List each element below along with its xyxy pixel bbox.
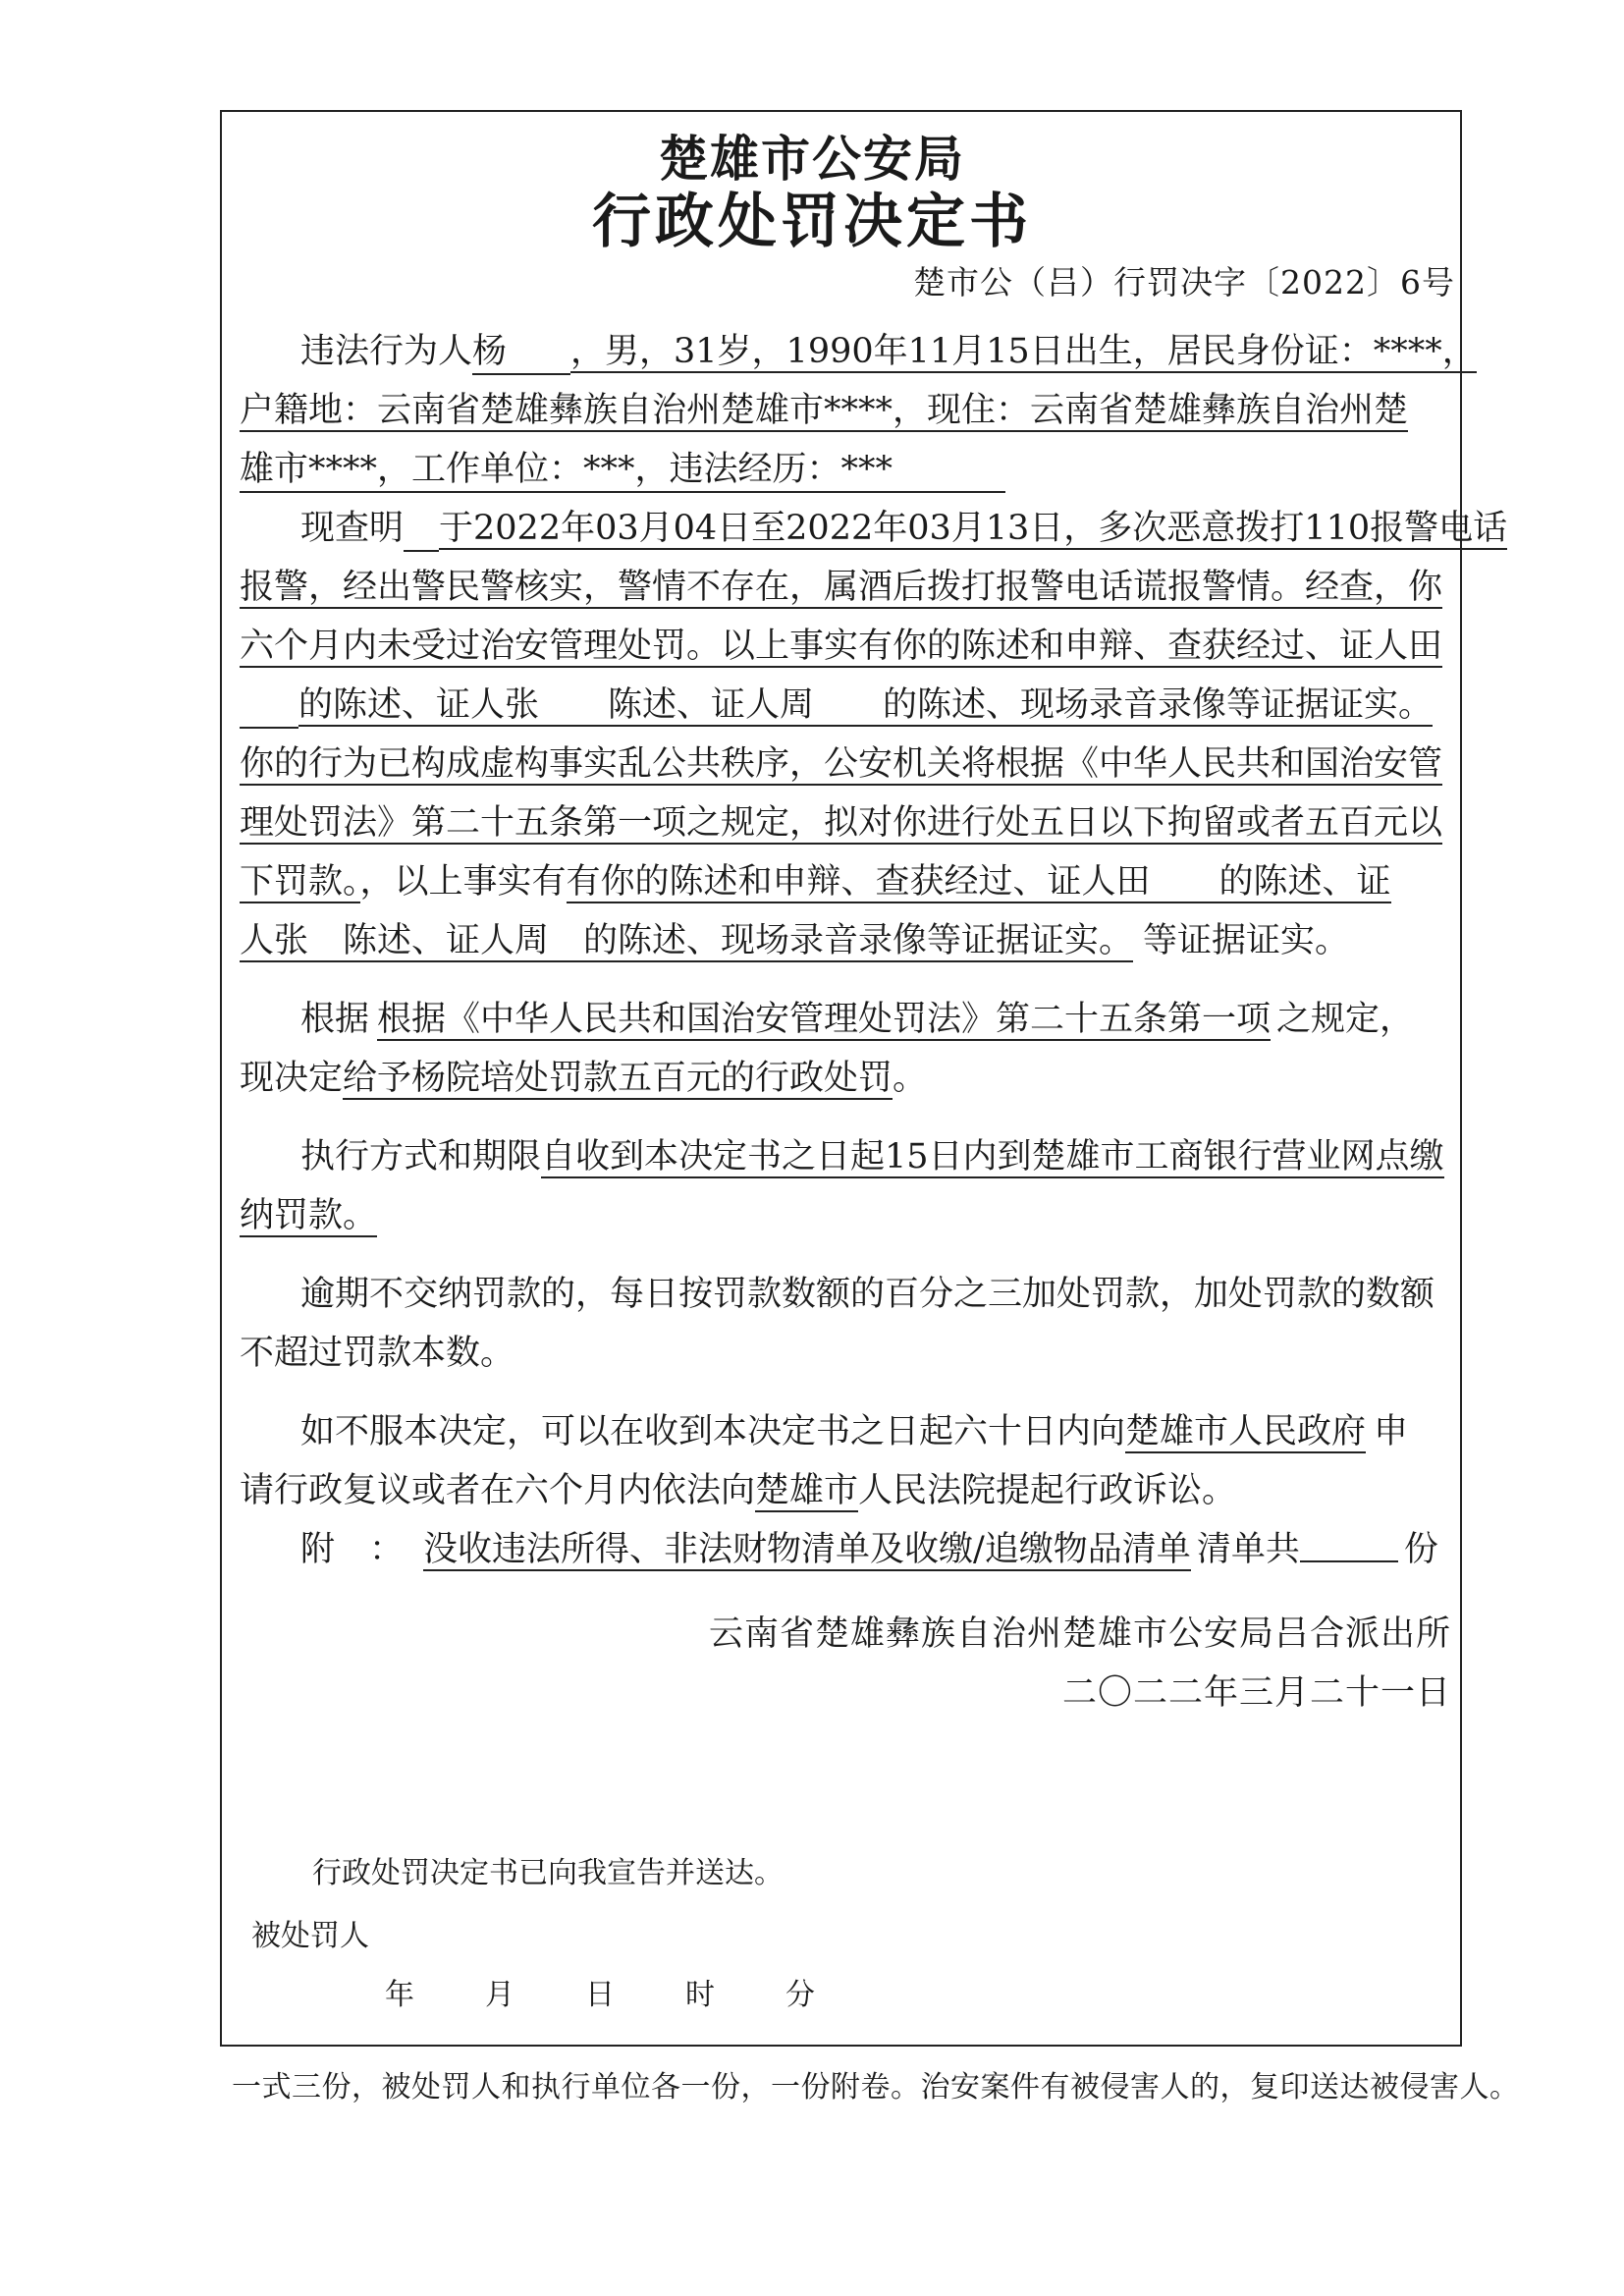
appeal-line-1: 如不服本决定，可以在收到本决定书之日起六十日内向楚雄市人民政府 申 (300, 1412, 1409, 1451)
facts-line-6: 理处罚法》第二十五条第一项之规定，拟对你进行处五日以下拘留或者五百元以 (240, 803, 1443, 843)
issuer: 云南省楚雄彝族自治州楚雄市公安局吕合派出所 (708, 1614, 1451, 1654)
late-fee-line-1: 逾期不交纳罚款的，每日按罚款数额的百分之三加处罚款，加处罚款的数额 (300, 1275, 1435, 1314)
document-number: 楚市公（吕）行罚决字〔2022〕6号 (913, 263, 1455, 301)
receipt-datetime: 年 月 日 时 分 (385, 1978, 819, 2012)
review-authority: 楚雄市人民政府 (1125, 1412, 1367, 1451)
offender-info: ，男，31岁，1990年11月15日出生，居民身份证：****， (570, 332, 1477, 371)
attachment-list: 没收违法所得、非法财物清单及收缴/追缴物品清单 (423, 1530, 1191, 1569)
facts-line-5: 你的行为已构成虚构事实乱公共秩序，公安机关将根据《中华人民共和国治安管 (240, 744, 1443, 784)
decision-line: 现决定给予杨院培处罚款五百元的行政处罚。 (240, 1059, 928, 1098)
court-city: 楚雄市 (755, 1471, 859, 1510)
attachment-count-blank (1300, 1541, 1398, 1562)
late-fee-line-2: 不超过罚款本数。 (240, 1334, 515, 1373)
offender-line-1 (300, 330, 1477, 375)
receipt-person: 被处罚人 (251, 1919, 369, 1953)
legal-basis-line: 根据 根据《中华人民共和国治安管理处罚法》第二十五条第一项 之规定， (300, 1000, 1415, 1039)
facts-line-7: 下罚款。，以上事实有有你的陈述和申辩、查获经过、证人田 的陈述、证 (240, 862, 1391, 902)
agency-title: 楚雄市公安局 (659, 131, 965, 188)
issue-date: 二〇二二年三月二十一日 (1061, 1673, 1451, 1713)
offender-name: 杨 (472, 330, 570, 375)
legal-basis: 根据《中华人民共和国治安管理处罚法》第二十五条第一项 (377, 1000, 1272, 1039)
document-title: 行政处罚决定书 (592, 188, 1032, 256)
execution-method: 自收到本决定书之日起15日内到楚雄市工商银行营业网点缴 (541, 1137, 1444, 1176)
facts-line-4: 的陈述、证人张 陈述、证人周 的陈述、现场录音录像等证据证实。 (240, 683, 1457, 729)
execution-line-1: 执行方式和期限自收到本决定书之日起15日内到楚雄市工商银行营业网点缴 (300, 1137, 1444, 1176)
appeal-line-2: 请行政复议或者在六个月内依法向楚雄市人民法院提起行政诉讼。 (240, 1471, 1237, 1510)
facts-line-8: 人张 陈述、证人周 的陈述、现场录音录像等证据证实。 等证据证实。 (240, 921, 1350, 960)
attachment-line: 附 ： 没收违法所得、非法财物清单及收缴/追缴物品清单 清单共 份 (300, 1530, 1438, 1569)
decision: 给予杨院培处罚款五百元的行政处罚 (343, 1059, 893, 1098)
facts-line-2: 报警，经出警民警核实，警情不存在，属酒后拨打报警电话谎报警情。经查，你 (240, 568, 1443, 607)
facts-line-1: 现查明 于2022年03月04日至2022年03月13日，多次恶意拨打110报警电话 (300, 507, 1457, 552)
facts-line-3: 六个月内未受过治安管理处罚。以上事实有你的陈述和申辩、查获经过、证人田 (240, 627, 1443, 666)
receipt-notice: 行政处罚决定书已向我宣告并送达。 (312, 1856, 784, 1890)
execution-line-2: 纳罚款。 (240, 1196, 378, 1235)
offender-line-2: 户籍地：云南省楚雄彝族自治州楚雄市****，现住：云南省楚雄彝族自治州楚 (240, 391, 1409, 430)
offender-line-3: 雄市****，工作单位：***，违法经历：*** (240, 448, 1457, 493)
offender-label: 违法行为人 (300, 332, 473, 371)
footer-note: 一式三份，被处罚人和执行单位各一份，一份附卷。治安案件有被侵害人的，复印送达被侵害人。 (232, 2070, 1520, 2105)
